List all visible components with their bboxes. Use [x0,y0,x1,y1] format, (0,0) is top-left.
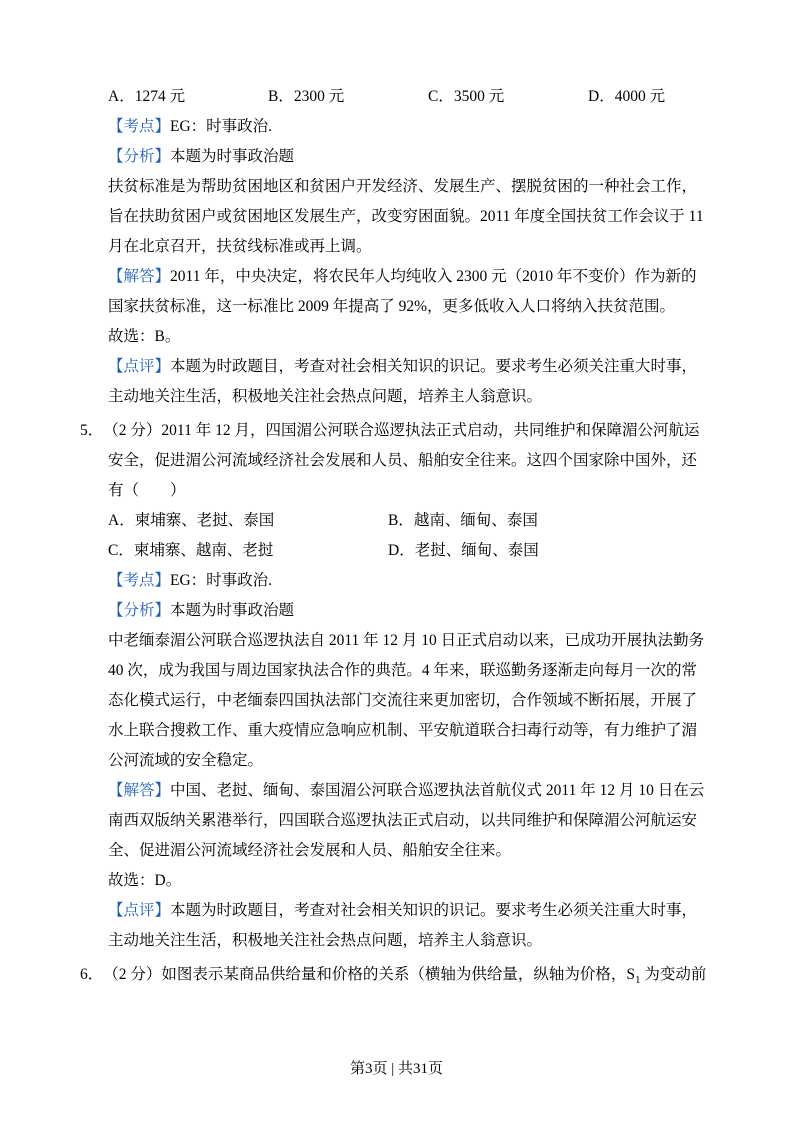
q5-jieda-line-2: 南西双版纳关累港举行，四国联合巡逻执法正式启动，以共同维护和保障湄公河航运安 [108,812,698,829]
q5-jieda-text-1: 中国、老挝、缅甸、泰国湄公河联合巡逻执法首航仪式 2011 年 12 月 10 日在云 [170,782,705,799]
q5-fenxi-body-1: 中老缅泰湄公河联合巡逻执法自 2011 年 12 月 10 日正式启动以来，已成功开展执法勤务 [108,632,705,649]
q4-dianping-line-2: 主动地关注生活，积极地关注社会热点问题，培养主人翁意识。 [108,388,543,405]
q6-body [103,960,713,995]
q4-jieda-line-1 [108,262,713,292]
jieda-label: 【解答】 [108,782,171,799]
q4-option-b: B．2300 元 [268,88,345,105]
q4-fenxi-text: 本题为时事政治题 [170,148,295,165]
dianping-label: 【点评】 [108,902,171,919]
fenxi-label: 【分析】 [108,602,171,619]
q5-dianping-line-2: 主动地关注生活，积极地关注社会热点问题，培养主人翁意识。 [108,932,543,949]
q5-stem-line-3: 有（ ） [108,482,186,499]
q4-kaodian-text: EG：时事政治. [170,118,273,135]
q5-options-row-1 [108,506,713,536]
q5-option-a: A．柬埔寨、老挝、泰国 [108,512,275,529]
q5-option-d: D．老挝、缅甸、泰国 [388,542,539,559]
q5-fenxi-line [108,596,713,626]
page-footer: 第3页 | 共31页 [349,1061,443,1077]
q5-option-b: B．越南、缅甸、泰国 [388,512,538,529]
q5-stem-line-1 [103,416,713,446]
q4-jieda-line-2: 国家扶贫标准，这一标准比 2009 年提高了 92%，更多低收入人口将纳入扶贫范围。 [108,298,676,315]
q6-number: 6． [80,966,104,983]
q4-kaodian-line [108,112,713,142]
q4-option-c: C．3500 元 [428,88,505,105]
q6-stem-line-1 [103,960,713,995]
q6-score: （2 分） [103,966,162,983]
q4-options-row [108,82,713,112]
q4-fenxi-body-2: 旨在扶助贫困户或贫困地区发展生产，改变穷困面貌。2011 年度全国扶贫工作会议于 11 [108,208,704,225]
kaodian-label: 【考点】 [108,572,171,589]
q5-body [103,416,713,446]
q4-option-d: D．4000 元 [588,88,666,105]
kaodian-label: 【考点】 [108,118,171,135]
q5-jieda-line-1 [108,776,713,806]
q5-fenxi-text: 本题为时事政治题 [170,602,295,619]
q4-fenxi-body-3: 月在北京召开，扶贫线标准或再上调。 [108,238,372,255]
q5-fenxi-body-4: 水上联合搜救工作、重大疫情应急响应机制、平安航道联合扫毒行动等，有力维护了湄 [108,722,698,739]
q5-options-row-2 [108,536,713,566]
q6-stem-subscript: 1 [635,974,641,987]
q4-fenxi-line [108,142,713,172]
q5-dianping-text-1: 本题为时政题目，考查对社会相关知识的识记。要求考生必须关注重大时事， [170,902,698,919]
q5-fenxi-body-5: 公河流域的安全稳定。 [108,752,264,769]
q5-fenxi-body-3: 态化模式运行，中老缅泰四国执法部门交流往来更加密切，合作领域不断拓展，开展了 [108,692,698,709]
q5-block [80,416,713,446]
q5-stem-1: 2011 年 12 月，四国湄公河联合巡逻执法正式启动，共同维护和保障湄公河航运 [161,422,700,439]
q4-answer: 故选：B。 [108,328,181,345]
q5-jieda-line-3: 全、促进湄公河流域经济社会发展和人员、船舶安全往来。 [108,842,512,859]
q6-stem-pre: 如图表示某商品供给量和价格的关系（横轴为供给量，纵轴为价格，S [161,966,636,983]
fenxi-label: 【分析】 [108,148,171,165]
jieda-label: 【解答】 [108,268,171,285]
q5-number: 5． [80,422,104,439]
q5-kaodian-text: EG：时事政治. [170,572,273,589]
q5-stem-line-2: 安全，促进湄公河流域经济社会发展和人员、船舶安全往来。这四个国家除中国外，还 [108,452,698,469]
q5-option-c: C．柬埔寨、越南、老挝 [108,542,274,559]
q5-score: （2 分） [103,422,162,439]
q4-jieda-text-1: 2011 年，中央决定，将农民年人均纯收入 2300 元（2010 年不变价）作为新的 [170,268,697,285]
q6-stem-post: 为变动前 [640,966,707,983]
q5-answer: 故选：D。 [108,872,182,889]
q5-fenxi-body-2: 40 次，成为我国与周边国家执法合作的典范。4 年来，联巡勤务逐渐走向每月一次的常 [108,662,698,679]
q5-kaodian-line [108,566,713,596]
dianping-label: 【点评】 [108,358,171,375]
q4-fenxi-body-1: 扶贫标准是为帮助贫困地区和贫困户开发经济、发展生产、摆脱贫困的一种社会工作， [108,178,698,195]
q4-dianping-text-1: 本题为时政题目，考查对社会相关知识的识记。要求考生必须关注重大时事， [170,358,698,375]
q4-dianping-line-1 [108,352,713,382]
q5-dianping-line-1 [108,896,713,926]
q6-block [80,960,713,995]
q4-option-a: A．1274 元 [108,88,186,105]
